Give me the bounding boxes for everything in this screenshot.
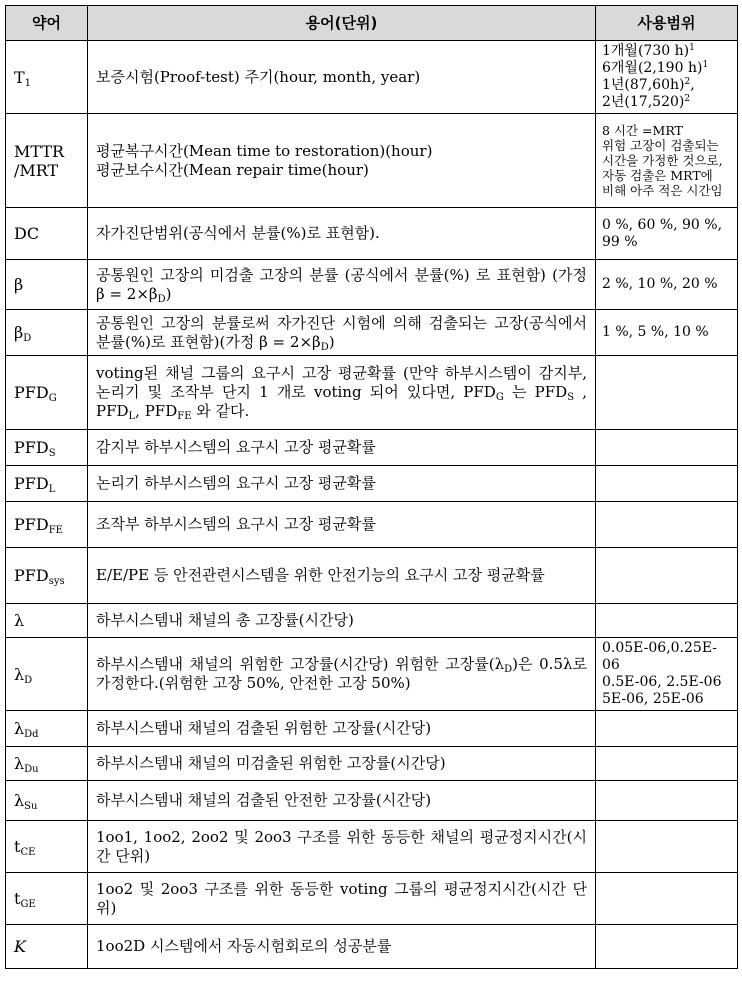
table-row — [6, 747, 738, 781]
range-cell — [596, 466, 738, 502]
abbr-cell: $\lambda_{Dd}$ — [6, 711, 88, 747]
table-row — [6, 310, 738, 356]
term-cell: 조작부 하부시스템의 요구시 고장 평균확률 — [88, 502, 596, 548]
table-row — [6, 781, 738, 821]
table-row — [6, 638, 738, 711]
term-cell: voting된 채널 그룹의 요구시 고장 평균확률 (만약 하부시스템이 감지부, 논리기 및 조작부 단지 1 개로 voting 되어 있다면, $PFD_G$ 는 $PFD_S$ , $PFD_L$, $PFD_{FE}$ 와 같다. — [88, 356, 596, 430]
term-cell: 하부시스템내 채널의 검출된 위험한 고장률(시간당) — [88, 711, 596, 747]
term-cell: 1oo2D 시스템에서 자동시험회로의 성공분률 — [88, 925, 596, 969]
range-cell: 1 %, 5 %, 10 % — [596, 310, 738, 356]
abbr-cell: $t_{CE}$ — [6, 821, 88, 873]
range-cell — [596, 821, 738, 873]
term-cell: 자가진단범위(공식에서 분률(%)로 표현함). — [88, 208, 596, 260]
abbr-cell: $\lambda_D$ — [6, 638, 88, 711]
term-cell: 공통원인 고장의 분률로써 자가진단 시험에 의해 검출되는 고장(공식에서 분률(%)로 표현함)(가정 $\beta = 2\times\beta_D$) — [88, 310, 596, 356]
abbr-cell: MTTR /MRT — [6, 114, 88, 208]
abbr-cell: $\beta_D$ — [6, 310, 88, 356]
range-cell: 1개월(730 h)$^1$ 6개월(2,190 h)$^1$ 1년$(87,60h)^2$, 2년$(17,520)^2$ — [596, 41, 738, 114]
term-cell: 논리기 하부시스템의 요구시 고장 평균확률 — [88, 466, 596, 502]
table-row — [6, 114, 738, 208]
abbr-cell: DC — [6, 208, 88, 260]
term-cell: 공통원인 고장의 미검출 고장의 분률 (공식에서 분률(%) 로 표현함) (가정 $\beta = 2\times\beta_D$) — [88, 260, 596, 310]
range-cell: 8 시간 =MRT 위험 고장이 검출되는 시간을 가정한 것으로, 자동 검출은 MRT에 비해 아주 적은 시간임 — [596, 114, 738, 208]
range-cell — [596, 873, 738, 925]
range-cell — [596, 604, 738, 638]
term-cell: 1oo2 및 2oo3 구조를 위한 동등한 voting 그룹의 평균정지시간(시간 단위) — [88, 873, 596, 925]
term-cell: 하부시스템내 채널의 총 고장률(시간당) — [88, 604, 596, 638]
range-cell — [596, 747, 738, 781]
header-abbr: 약어 — [6, 6, 88, 41]
range-cell — [596, 356, 738, 430]
term-cell: 감지부 하부시스템의 요구시 고장 평균확률 — [88, 430, 596, 466]
abbr-cell: $PFD_G$ — [6, 356, 88, 430]
term-cell: 하부시스템내 채널의 검출된 안전한 고장률(시간당) — [88, 781, 596, 821]
range-cell — [596, 430, 738, 466]
table-row — [6, 604, 738, 638]
term-cell: 1oo1, 1oo2, 2oo2 및 2oo3 구조를 위한 동등한 채널의 평균정지시간(시간 단위) — [88, 821, 596, 873]
range-cell: 0.05E-06,0.25E-06 0.5E-06, 2.5E-06 5E-06, 25E-06 — [596, 638, 738, 711]
abbr-cell: K — [6, 925, 88, 969]
abbr-cell: $\lambda_{Du}$ — [6, 747, 88, 781]
range-cell: 0 %, 60 %, 90 %, 99 % — [596, 208, 738, 260]
term-cell: 하부시스템내 채널의 위험한 고장률(시간당) 위험한 고장률$(\lambda_D)$은 0.5λ로 가정한다.(위험한 고장 50%, 안전한 고장 50%) — [88, 638, 596, 711]
range-cell — [596, 711, 738, 747]
table-row — [6, 711, 738, 747]
table-row — [6, 548, 738, 604]
table-row — [6, 356, 738, 430]
term-cell: 보증시험(Proof-test) 주기(hour, month, year) — [88, 41, 596, 114]
header-range: 사용범위 — [596, 6, 738, 41]
abbr-cell: λ — [6, 604, 88, 638]
header-term: 용어(단위) — [88, 6, 596, 41]
table-row — [6, 260, 738, 310]
abbr-cell: $PFD_S$ — [6, 430, 88, 466]
table-row — [6, 821, 738, 873]
abbr-cell: $PFD_L$ — [6, 466, 88, 502]
table-row — [6, 466, 738, 502]
table-row — [6, 925, 738, 969]
table-row — [6, 41, 738, 114]
table-row — [6, 502, 738, 548]
abbr-cell: $PFD_{sys}$ — [6, 548, 88, 604]
abbr-cell: $\lambda_{Su}$ — [6, 781, 88, 821]
abbr-cell: $t_{GE}$ — [6, 873, 88, 925]
range-cell: 2 %, 10 %, 20 % — [596, 260, 738, 310]
table-row — [6, 430, 738, 466]
abbreviation-table — [5, 5, 738, 969]
range-cell — [596, 781, 738, 821]
term-cell: 평균복구시간(Mean time to restoration)(hour) 평균보수시간(Mean repair time(hour) — [88, 114, 596, 208]
term-cell: E/E/PE 등 안전관련시스템을 위한 안전기능의 요구시 고장 평균확률 — [88, 548, 596, 604]
abbr-cell: β — [6, 260, 88, 310]
range-cell — [596, 925, 738, 969]
table-row — [6, 873, 738, 925]
table-row — [6, 208, 738, 260]
abbr-cell: $T_1$ — [6, 41, 88, 114]
range-cell — [596, 502, 738, 548]
abbr-cell: $PFD_{FE}$ — [6, 502, 88, 548]
term-cell: 하부시스템내 채널의 미검출된 위험한 고장률(시간당) — [88, 747, 596, 781]
range-cell — [596, 548, 738, 604]
header-row — [6, 6, 738, 41]
